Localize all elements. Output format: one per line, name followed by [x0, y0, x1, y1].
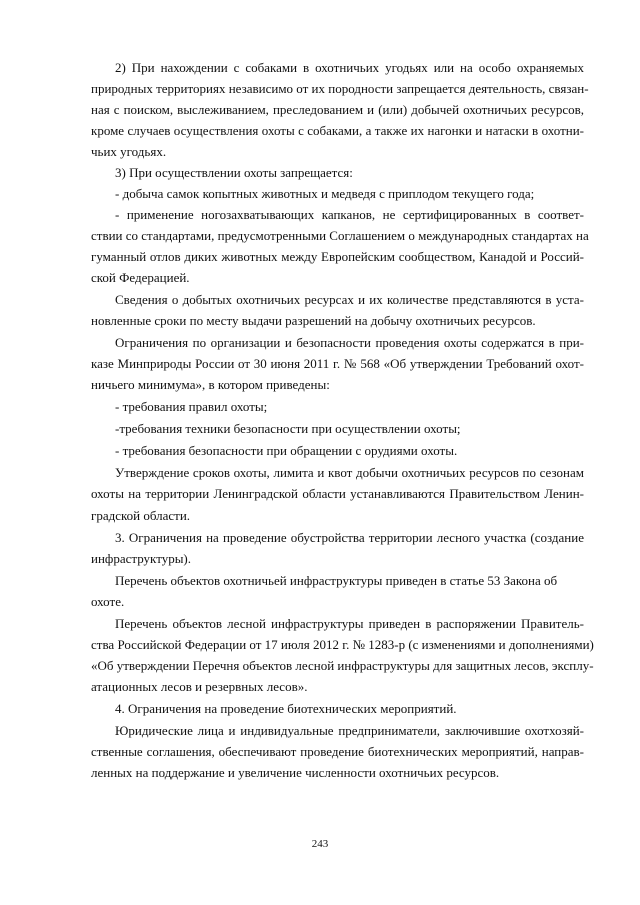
text-line: атационных лесов и резервных лесов». — [91, 679, 308, 694]
text-line: новленные сроки по месту выдачи разрешений на добычу охотничьих ресурсов. — [91, 313, 536, 328]
text-line: «Об утверждении Перечня объектов лесной инфраструктуры для защитных лесов, эксплу- — [91, 658, 594, 673]
text-line: ства Российской Федерации от 17 июля 2012 г. № 1283-р (с изменениями и дополнениями) — [91, 637, 594, 652]
text-line: 3) При осуществлении охоты запрещается: — [115, 165, 353, 180]
text-line: ленных на поддержание и увеличение численности охотничьих ресурсов. — [91, 765, 500, 780]
text-line: - требования безопасности при обращении с орудиями охоты. — [115, 443, 458, 458]
text-line: гуманный отлов диких животных между Европейским сообществом, Канадой и Россий- — [91, 249, 584, 264]
text-line: Утверждение сроков охоты, лимита и квот добычи охотничьих ресурсов по сезонам — [115, 465, 584, 480]
text-line: чьих угодьях. — [91, 144, 167, 159]
text-line: ской Федерацией. — [91, 270, 190, 285]
text-line: ная с поиском, выслеживанием, преследованием и (или) добычей охотничьих ресурсов, — [91, 102, 584, 117]
text-line: казе Минприроды России от 30 июня 2011 г. № 568 «Об утверждении Требований охот- — [91, 356, 584, 371]
text-line: инфраструктуры). — [91, 551, 192, 566]
text-line: Ограничения по организации и безопасности проведения охоты содержатся в при- — [115, 335, 584, 350]
text-line: ствии со стандартами, предусмотренными Соглашением о международных стандартах на — [91, 228, 589, 243]
text-line: Юридические лица и индивидуальные предприниматели, заключившие охотхозяй- — [115, 723, 584, 738]
text-line: Перечень объектов лесной инфраструктуры приведен в распоряжении Правитель- — [115, 616, 584, 631]
text-line: Сведения о добытых охотничьих ресурсах и их количестве представляются в уста- — [115, 292, 584, 307]
text-line: охоты на территории Ленинградской области устанавливаются Правительством Ленин- — [91, 486, 584, 501]
text-line: 4. Ограничения на проведение биотехнических мероприятий. — [115, 701, 457, 716]
text-line: кроме случаев осуществления охоты с собаками, а также их нагонки и натаски в охотни- — [91, 123, 584, 138]
text-line: - добыча самок копытных животных и медведя с приплодом текущего года; — [115, 186, 535, 201]
text-line: - требования правил охоты; — [115, 399, 268, 414]
text-line: градской области. — [91, 508, 191, 523]
text-line: -требования техники безопасности при осуществлении охоты; — [115, 421, 461, 436]
text-line: 3. Ограничения на проведение обустройства территории лесного участка (создание — [115, 530, 584, 545]
text-line: Перечень объектов охотничьей инфраструктуры приведен в статье 53 Закона об — [115, 573, 558, 588]
text-line: ничьего минимума», в котором приведены: — [91, 377, 330, 392]
page-number: 243 — [311, 838, 329, 850]
text-line: охоте. — [91, 594, 125, 609]
text-line: - применение ногозахватывающих капканов, не сертифицированных в соответ- — [115, 207, 584, 222]
text-line: природных территориях независимо от их породности запрещается деятельность, связан- — [91, 81, 589, 96]
text-line: 2) При нахождении с собаками в охотничьих угодьях или на особо охраняемых — [115, 60, 584, 75]
text-line: ственные соглашения, обеспечивают проведение биотехнических мероприятий, направ- — [91, 744, 584, 759]
